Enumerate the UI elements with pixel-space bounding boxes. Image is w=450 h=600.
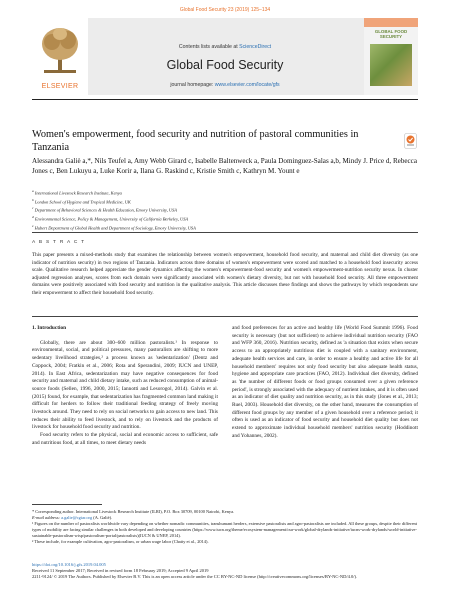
cover-title: GLOBAL FOOD SECURITY [374, 29, 408, 39]
abstract-heading: A B S T R A C T [32, 240, 86, 245]
email-note: E-mail address: a.galie@cgiar.org (A. Galiè). [32, 515, 113, 520]
doi-link[interactable]: https://doi.org/10.1016/j.gfs.2019.04.005 [32, 562, 106, 567]
footnote-rule [32, 504, 102, 505]
contents-prefix: Contents lists available at [178, 44, 240, 50]
body-paragraph: and food preferences for an active and healthy life (World Food Summit 1996). Food security is necessary (but not sufficient) to achieve individual nutrition security (FAO and WFP 360, 2016). Nutrition security, defined as 'a situation that exists when secure access to an appropriately nutritious diet is coupled with a sanitary environment, adequate health services and care, in order to ensure a healthy and active life for all household members' requires not only food security but also adequate health status, hygiene and appropriate care practices (FAO, 2012). Individual diet diversity, defined as 'the number of different foods or food groups consumed over a given reference period', is strongly associated with the adequacy of nutrient intakes, and it is often used as an indicator of diet quality and nutrition security, as in this study (Jones et al., 2013; Ruel, 2003). Household diet diversity, on the other hand, measures the consumption of different food groups by any member of a given household over a reference period; it often is used as an indicator of food security and household diet quality but does not extend to approximate individual household members' nutrition security (Hoddinott and Yohannes, 2002). [232, 325, 418, 439]
license-text: 2211-9124/ © 2019 The Authors. Published by Elsevier B.V. This is an open access article under the CC BY-NC-ND license (http://creativecommons.org/licenses/BY-NC-ND/4.0/). [32, 574, 358, 579]
footnote-1: ¹ Figures on the number of pastoralists worldwide vary depending on whether nomadic communities, transhumant herders, extensive pastoralists and agro-pastoralists are included. All these groups, despite their different types of mobility are facing similar challenges in both developed and developing countries (https://www.iucn.org/theme/ecosystem-management/our-work/global-drylands-initiative/iucns-work-drylands/world-initiative-sustainable-pastoralism-wisp/pastoralism-portal/pastoralists)(IUCN & UNEP, 2014). [32, 521, 417, 538]
article-metadata [32, 562, 418, 580]
journal-title: Global Food Security [166, 58, 284, 72]
author-list: Alessandra Galiè a,*, Nils Teufel a, Amy Webb Girard c, Isabelle Baltenweck a, Paula Dominguez-Salas a,b, Mindy J. Price d, Rebecca Jones c, Ben Lukuyu a, Luke Korir a, Ilana G. Raskind c, Kristie Smith c, Kathryn M. Yount e [32, 157, 417, 175]
journal-homepage [90, 82, 360, 88]
affiliation-item: $^b$ London School of Hygiene and Tropical Medicine, UK [32, 197, 131, 205]
body-paragraph: Food security refers to the physical, social and economic access to sufficient, safe and nutritious food, at all times, to meet dietary needs [32, 432, 218, 446]
abstract-rule [32, 232, 418, 233]
journal-cover-thumbnail [364, 18, 418, 95]
affiliation-item: $^e$ Hubert Department of Global Health and Department of Sociology, Emory University, USA [32, 223, 196, 231]
homepage-link[interactable]: www.elsevier.com/locate/gfs [214, 82, 280, 88]
running-head: Global Food Security 23 (2019) 125–134 [179, 7, 271, 13]
abstract-end-rule [32, 316, 418, 317]
check-for-updates-icon[interactable] [404, 133, 417, 149]
body-column-left [32, 325, 218, 448]
affiliation-item: $^c$ Department of Behavioral Sciences & Health Education, Emory University, USA [32, 206, 177, 213]
footnotes [32, 509, 418, 545]
publisher-logo-text: ELSEVIER [41, 83, 79, 90]
homepage-prefix: journal homepage: [170, 82, 215, 88]
received-dates: Received 11 September 2017; Received in revised form 18 February 2019; Accepted 9 April 2019 [32, 568, 209, 573]
section-heading: 1. Introduction [32, 325, 67, 331]
corresponding-author-note: * Corresponding author. International Livestock Research Institute (ILRI), P.O. Box 30709, 00100 Nairobi, Kenya. [32, 509, 235, 514]
masthead-rule [32, 99, 418, 100]
footnote-2: ² These include, for example cultivation, agro-pastoralism, or urban wage labor (Chatty et al., 2014). [32, 539, 209, 544]
email-link[interactable]: a.galie@cgiar.org [61, 515, 93, 520]
cover-photo [370, 44, 412, 86]
sciencedirect-link[interactable]: ScienceDirect [239, 44, 272, 50]
contents-line [90, 44, 360, 50]
affiliations [32, 188, 418, 231]
abstract-text: This paper presents a mixed-methods study that examines the relationship between women's empowerment, household food security, and maternal and child diet diversity (as one indicator of nutrition security) in two regions of Tanzania. Indicators across three domains of women's empowerment were scored and matched to a household food insecurity access scale. Qualitative research helped appreciate the gender dynamics affecting the women's empowerment-food security and women's empowerment-nutrition security nexus. In cluster adjusted regression analyses, scores from each domain were significantly associated with women's dietary diversity, but not with household food security. All three empowerment domains were positively associated with food security and nutrition in the qualitative analysis. This article discusses these findings and shows the pathways by which respondents saw their empowerment to affect their household food security. [32, 252, 418, 296]
affiliation-item: $^a$ International Livestock Research Institute, Kenya [32, 189, 122, 196]
elsevier-tree-icon [38, 24, 82, 76]
article-title: Women's empowerment, food security and nutrition of pastoral communities in Tanzania [32, 129, 359, 153]
affiliation-item: $^d$ Environmental Science, Policy & Management, University of California Berkeley, USA [32, 215, 189, 222]
body-column-right [232, 325, 418, 441]
cover-band [364, 18, 418, 27]
body-paragraph: Globally, there are about 300–600 million pastoralists.¹ In response to environmental, social, and political pressures, many pastoralists are shifting to more sedentary livelihood strategies,² a process known as 'sedentarization' (Dentz and Coppock, 2004; Fratkin et al., 2006; Rota and Sperandini, 2009; IUCN and UNEP, 2014). In East Africa, sedentarization may have negative consequences for food security and maternal and child dietary intake, such as reduced consumption of animal-source foods (Sellen, 1996, 2000, 2015; Iannotti and Lesorogol, 2014). Galvin et al. (2015) found, for example, that sedentarization has fragmented common land making it difficult for herders to follow their traditional feeding strategy of freely moving livestock around. They need to rely on social networks to gain access to new land. This reduces their ability to feed livestock, and to rely on livestock and the products of livestock for household food security and nutrition. [32, 339, 218, 431]
